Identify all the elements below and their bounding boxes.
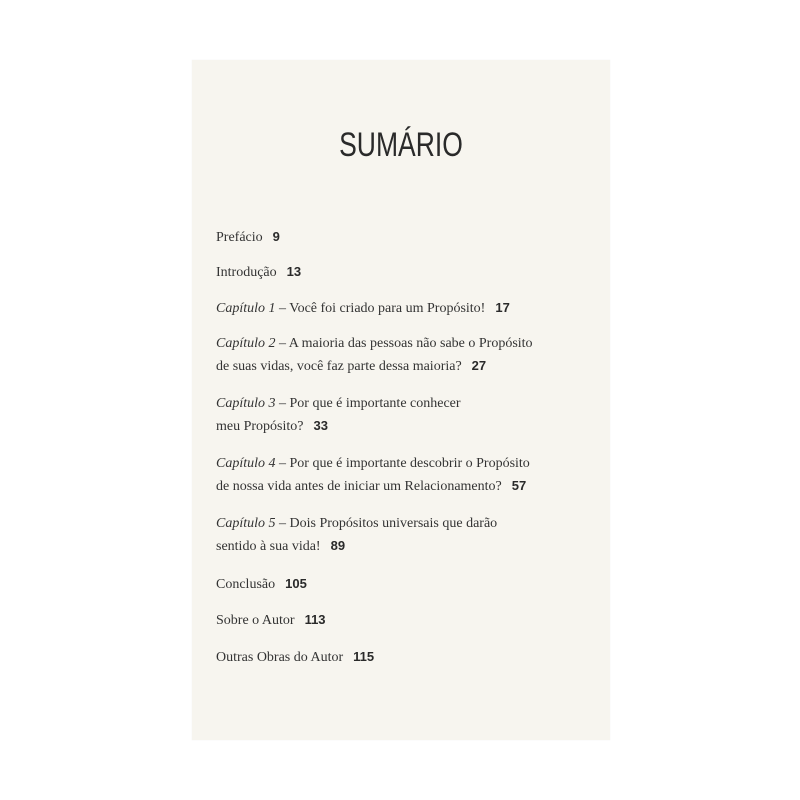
- toc-separator: –: [275, 301, 290, 316]
- toc-label: Conclusão: [216, 577, 276, 592]
- toc-label-continued: de suas vidas, você faz parte dessa maioria?: [216, 359, 462, 374]
- toc-label: Introdução: [216, 265, 277, 280]
- toc-entry-outras-obras: [216, 646, 374, 669]
- toc-entry-prefacio: [216, 226, 280, 249]
- toc-entry-capitulo-3: [216, 393, 461, 438]
- toc-entry-introducao: [216, 261, 301, 284]
- toc-entry-capitulo-5: [216, 513, 497, 558]
- toc-page-number: 57: [511, 478, 527, 493]
- toc-page-number: 17: [495, 300, 510, 315]
- toc-label: Dois Propósitos universais que darão: [289, 516, 498, 531]
- toc-label: Outras Obras do Autor: [216, 650, 344, 665]
- chapter-label: Capítulo 1: [216, 301, 276, 316]
- chapter-label: Capítulo 4: [216, 456, 276, 471]
- toc-separator: –: [275, 336, 289, 351]
- toc-separator: –: [275, 516, 290, 531]
- toc-label-continued: sentido à sua vida!: [216, 539, 321, 554]
- toc-entry-capitulo-2: [216, 333, 533, 378]
- toc-page-number: 33: [313, 418, 328, 433]
- toc-label: Você foi criado para um Propósito!: [289, 301, 486, 316]
- chapter-label: Capítulo 2: [216, 336, 276, 351]
- toc-entry-conclusao: [216, 573, 307, 596]
- toc-page-number: 27: [471, 358, 487, 373]
- toc-entry-sobre-o-autor: [216, 609, 326, 632]
- toc-label-continued: meu Propósito?: [216, 419, 304, 434]
- toc-separator: –: [275, 396, 290, 411]
- toc-page-number: 115: [353, 649, 375, 664]
- toc-page-number: 9: [272, 229, 280, 244]
- toc-page-number: 113: [304, 612, 326, 627]
- toc-label: A maioria das pessoas não sabe o Propósito: [288, 336, 533, 351]
- chapter-label: Capítulo 5: [216, 516, 276, 531]
- toc-page-number: 89: [330, 538, 346, 553]
- toc-page-number: 13: [286, 264, 302, 279]
- toc-label: Sobre o Autor: [216, 613, 295, 628]
- toc-label-continued: de nossa vida antes de iniciar um Relacionamento?: [216, 479, 502, 494]
- toc-label: Por que é importante descobrir o Propósito: [289, 456, 530, 471]
- chapter-label: Capítulo 3: [216, 396, 276, 411]
- toc-page-number: 105: [285, 576, 307, 591]
- toc-label: Por que é importante conhecer: [289, 396, 461, 411]
- toc-label: Prefácio: [216, 230, 263, 245]
- toc-entry-capitulo-4: [216, 453, 530, 498]
- toc-entry-capitulo-1: [216, 297, 510, 320]
- page-title: SUMÁRIO: [339, 126, 463, 164]
- toc-separator: –: [275, 456, 290, 471]
